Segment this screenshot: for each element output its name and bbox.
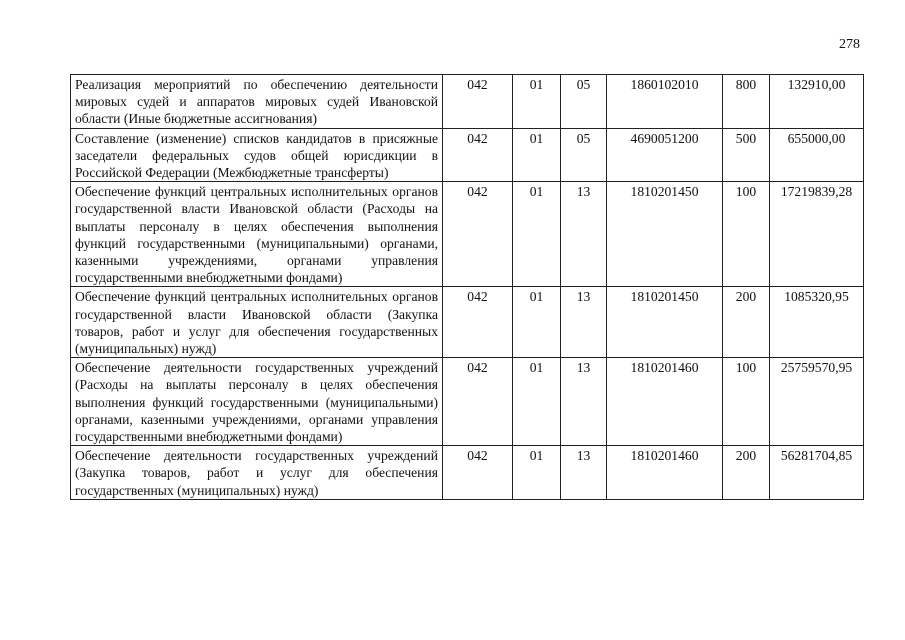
row-expense-type: 100 bbox=[723, 358, 770, 446]
row-expense-type: 100 bbox=[723, 182, 770, 287]
row-grbs-code: 042 bbox=[443, 446, 513, 500]
row-amount: 1085320,95 bbox=[770, 287, 864, 358]
row-expense-type: 500 bbox=[723, 128, 770, 182]
page-number: 278 bbox=[839, 37, 860, 52]
table-row bbox=[71, 182, 864, 287]
table-body bbox=[71, 75, 864, 500]
row-target-article: 1810201460 bbox=[607, 358, 723, 446]
row-amount: 655000,00 bbox=[770, 128, 864, 182]
row-target-article: 4690051200 bbox=[607, 128, 723, 182]
row-description: Реализация мероприятий по обеспечению деятельности мировых судей и аппаратов мировых судей Ивановской области (Иные бюджетные ассигнования) bbox=[71, 75, 443, 129]
row-grbs-code: 042 bbox=[443, 287, 513, 358]
table-row bbox=[71, 358, 864, 446]
row-subsection-code: 13 bbox=[561, 358, 607, 446]
table-row bbox=[71, 128, 864, 182]
row-section-code: 01 bbox=[513, 446, 561, 500]
row-target-article: 1810201460 bbox=[607, 446, 723, 500]
row-section-code: 01 bbox=[513, 358, 561, 446]
row-section-code: 01 bbox=[513, 75, 561, 129]
row-amount: 17219839,28 bbox=[770, 182, 864, 287]
row-subsection-code: 13 bbox=[561, 446, 607, 500]
row-amount: 132910,00 bbox=[770, 75, 864, 129]
row-expense-type: 200 bbox=[723, 446, 770, 500]
table-row bbox=[71, 287, 864, 358]
row-grbs-code: 042 bbox=[443, 128, 513, 182]
row-description: Обеспечение функций центральных исполнительных органов государственной власти Ивановской области (Расходы на выплаты персоналу в целях обеспечения выполнения функций государственными (муниципальными) органами, казенными учреждениями, органами управления государственными внебюджетными фондами) bbox=[71, 182, 443, 287]
row-description: Обеспечение деятельности государственных учреждений (Закупка товаров, работ и услуг для обеспечения государственных (муниципальных) нужд) bbox=[71, 446, 443, 500]
row-target-article: 1810201450 bbox=[607, 287, 723, 358]
row-section-code: 01 bbox=[513, 287, 561, 358]
row-grbs-code: 042 bbox=[443, 182, 513, 287]
row-section-code: 01 bbox=[513, 128, 561, 182]
row-amount: 56281704,85 bbox=[770, 446, 864, 500]
row-description: Обеспечение функций центральных исполнительных органов государственной власти Ивановской области (Закупка товаров, работ и услуг для обеспечения государственных (муниципальных) нужд) bbox=[71, 287, 443, 358]
row-expense-type: 200 bbox=[723, 287, 770, 358]
table-row bbox=[71, 446, 864, 500]
row-subsection-code: 05 bbox=[561, 75, 607, 129]
row-subsection-code: 05 bbox=[561, 128, 607, 182]
row-grbs-code: 042 bbox=[443, 75, 513, 129]
row-subsection-code: 13 bbox=[561, 182, 607, 287]
row-description: Обеспечение деятельности государственных учреждений (Расходы на выплаты персоналу в целях обеспечения выполнения функций государственными (муниципальными) органами, казенными учреждениями, органами управления государственными внебюджетными фондами) bbox=[71, 358, 443, 446]
row-section-code: 01 bbox=[513, 182, 561, 287]
row-target-article: 1860102010 bbox=[607, 75, 723, 129]
row-target-article: 1810201450 bbox=[607, 182, 723, 287]
budget-table bbox=[70, 74, 864, 500]
table-row bbox=[71, 75, 864, 129]
row-subsection-code: 13 bbox=[561, 287, 607, 358]
row-grbs-code: 042 bbox=[443, 358, 513, 446]
row-expense-type: 800 bbox=[723, 75, 770, 129]
row-description: Составление (изменение) списков кандидатов в присяжные заседатели федеральных судов общей юрисдикции в Российской Федерации (Межбюджетные трансферты) bbox=[71, 128, 443, 182]
row-amount: 25759570,95 bbox=[770, 358, 864, 446]
